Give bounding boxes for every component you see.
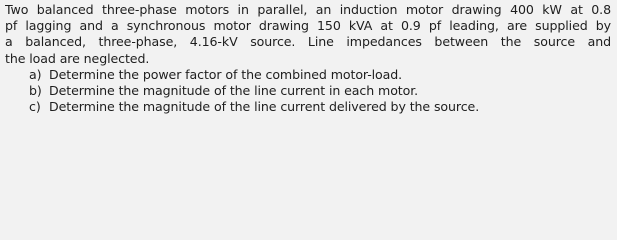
- question-text: Determine the power factor of the combined motor-load.: [49, 66, 403, 82]
- statement-line: Two balanced three-phase motors in parallel, an induction motor drawing 400 kW at 0.8: [5, 2, 611, 17]
- statement-line: pf lagging and a synchronous motor drawing 150 kVA at 0.9 pf leading, are supplied by: [5, 18, 611, 34]
- statement-line: a balanced, three-phase, 4.16-kV source. Line impedances between the source and: [5, 34, 611, 50]
- question-list: [5, 67, 611, 116]
- statement-line: the load are neglected.: [5, 50, 150, 66]
- question-text: Determine the magnitude of the line current in each motor.: [49, 83, 419, 99]
- question-item-b: [29, 83, 611, 99]
- question-item-a: [29, 67, 611, 83]
- question-marker: c): [29, 99, 41, 115]
- question-item-c: [29, 99, 611, 115]
- question-marker: a): [29, 66, 42, 82]
- problem-statement: [5, 2, 611, 67]
- question-marker: b): [29, 83, 42, 99]
- question-text: Determine the magnitude of the line current delivered by the source.: [49, 99, 480, 115]
